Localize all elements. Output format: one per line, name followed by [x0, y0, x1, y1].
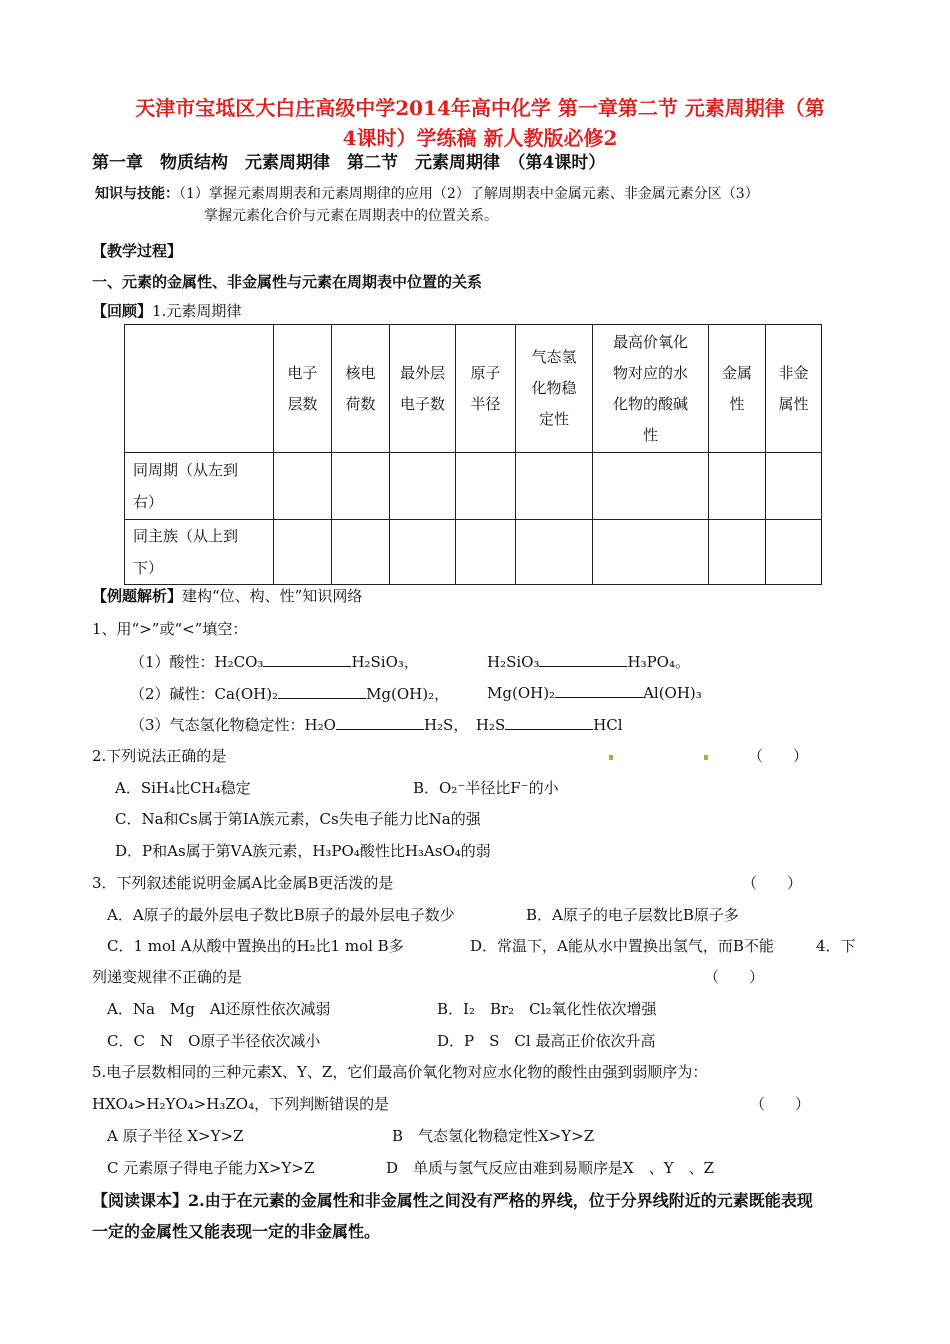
- header-nuclear-charge: 核电 荷数: [332, 325, 390, 453]
- table-cell: [456, 453, 516, 520]
- stray-mark: [609, 755, 613, 760]
- example-analysis-label: 【例题解析】: [92, 587, 183, 605]
- reading-text-1: 2.由于在元素的金属性和非金属性之间没有严格的界线，位于分界线附近的元素既能表现: [188, 1191, 813, 1210]
- table-cell: [516, 520, 593, 585]
- q2-stem: 2.下列说法正确的是: [92, 747, 227, 765]
- answer-blank[interactable]: [336, 715, 424, 730]
- reading-line-1: [92, 1188, 813, 1211]
- q1-stem: 1、用“>”或“<”填空：: [92, 620, 248, 638]
- answer-blank[interactable]: [505, 715, 593, 730]
- review-line: [92, 300, 241, 321]
- q3-option-b: B．A原子的电子层数比B原子多: [526, 906, 739, 924]
- stray-mark: [704, 755, 708, 760]
- table-cell: [390, 453, 456, 520]
- knowledge-label: 知识与技能：: [95, 186, 179, 202]
- header-electron-shells: 电子 层数: [274, 325, 332, 453]
- knowledge-line-1: [95, 183, 759, 203]
- table-header-row: [125, 325, 822, 453]
- q3-option-a: A．A原子的最外层电子数比B原子的最外层电子数少: [107, 906, 455, 924]
- knowledge-line-2: 掌握元素化合价与元素在周期表中的位置关系。: [204, 208, 498, 224]
- table-cell: [274, 520, 332, 585]
- q4-number: 4．下: [816, 937, 856, 955]
- q2-answer-paren: （ ）: [748, 747, 809, 765]
- q5-option-b: B 气态氢化物稳定性X>Y>Z: [392, 1127, 595, 1145]
- q2-option-b: B．O₂⁻半径比F⁻的小: [413, 779, 559, 797]
- header-atomic-radius: 原子 半径: [456, 325, 516, 453]
- periodic-law-table: [124, 324, 822, 585]
- answer-blank[interactable]: [278, 684, 366, 699]
- q4-option-c: C．C N O原子半径依次减小: [107, 1032, 321, 1050]
- q1-part2-right: Mg(OH)₂ Al(OH)₃: [487, 684, 702, 702]
- header-hydride-stability: 气态氢 化物稳 定性: [516, 325, 593, 453]
- q4-answer-paren: （ ）: [704, 968, 765, 986]
- reading-label: 【阅读课本】: [92, 1191, 189, 1210]
- table-cell: [766, 453, 822, 520]
- reading-line-2: 一定的金属性又能表现一定的非金属性。: [92, 1222, 381, 1241]
- q3-option-d: D．常温下，A能从水中置换出氢气，而B不能: [470, 937, 774, 955]
- q1-part2-left: （2）碱性：Ca(OH)₂ Mg(OH)₂，: [130, 685, 450, 703]
- example-analysis-text: 建构“位、构、性”知识网络: [182, 587, 363, 605]
- q5-stem-1: 5.电子层数相同的三种元素X、Y、Z，它们最高价氧化物对应水化物的酸性由强到弱顺序为：: [92, 1063, 708, 1081]
- q4-option-b: B．I₂ Br₂ Cl₂氧化性依次增强: [437, 1000, 657, 1018]
- q5-answer-paren: （ ）: [750, 1095, 811, 1113]
- table-cell: [516, 453, 593, 520]
- q1-part1-right: H₂SiO₃ H₃PO₄。: [487, 653, 690, 671]
- q2-option-d: D．P和As属于第ⅤA族元素，H₃PO₄酸性比H₃AsO₄的弱: [115, 842, 491, 860]
- table-cell: [593, 520, 709, 585]
- teaching-process-heading: 【教学过程】: [92, 242, 183, 260]
- table-row-same-period: [125, 453, 822, 520]
- table-corner-cell: [125, 325, 274, 453]
- table-cell: [709, 453, 766, 520]
- q4-option-d: D．P S Cl 最高正价依次升高: [437, 1032, 656, 1050]
- row-label-same-period: 同周期（从左到 右）: [125, 453, 274, 520]
- section-1-heading: 一、元素的金属性、非金属性与元素在周期表中位置的关系: [92, 273, 483, 291]
- review-text: 1.元素周期律: [152, 302, 242, 320]
- table-cell: [766, 520, 822, 585]
- chapter-header: 第一章 物质结构 元素周期律 第二节 元素周期律 （第4课时）: [92, 153, 606, 173]
- table-cell: [332, 453, 390, 520]
- row-label-same-group: 同主族（从上到 下）: [125, 520, 274, 585]
- table-cell: [274, 453, 332, 520]
- table-cell: [390, 520, 456, 585]
- header-nonmetallicity: 非金 属性: [766, 325, 822, 453]
- answer-blank[interactable]: [555, 683, 643, 698]
- q5-option-c: C 元素原子得电子能力X>Y>Z: [107, 1159, 315, 1177]
- table-cell: [456, 520, 516, 585]
- header-oxide-hydrate-acidity: 最高价氧化 物对应的水 化物的酸碱 性: [593, 325, 709, 453]
- table-cell: [332, 520, 390, 585]
- table-cell: [593, 453, 709, 520]
- header-metallicity: 金属 性: [709, 325, 766, 453]
- table-row-same-group: [125, 520, 822, 585]
- knowledge-text-1: （1）掌握元素周期表和元素周期律的应用（2）了解周期表中金属元素、非金属元素分区（3）: [179, 186, 759, 202]
- review-label: 【回顾】: [92, 302, 153, 320]
- answer-blank[interactable]: [539, 652, 627, 667]
- table-cell: [709, 520, 766, 585]
- q5-option-d: D 单质与氢气反应由难到易顺序是X 、Y 、Z: [386, 1159, 715, 1177]
- q5-option-a: A 原子半径 X>Y>Z: [107, 1127, 244, 1145]
- q2-option-a: A．SiH₄比CH₄稳定: [115, 779, 251, 797]
- title-line-1: 天津市宝坻区大白庄高级中学2014年高中化学 第一章第二节 元素周期律（第: [135, 96, 825, 120]
- q5-stem-2: HXO₄>H₂YO₄>H₃ZO₄，下列判断错误的是: [92, 1095, 390, 1113]
- q3-stem: 3．下列叙述能说明金属A比金属B更活泼的是: [92, 874, 394, 892]
- q1-part3: （3）气态氢化物稳定性：H₂O H₂S， H₂S HCl: [130, 716, 623, 734]
- q4-stem: 列递变规律不正确的是: [92, 968, 243, 986]
- q3-answer-paren: （ ）: [742, 874, 803, 892]
- q3-option-c: C．1 mol A从酸中置换出的H₂比1 mol B多: [107, 937, 404, 955]
- q4-option-a: A．Na Mg Al还原性依次减弱: [107, 1000, 331, 1018]
- header-outer-electrons: 最外层 电子数: [390, 325, 456, 453]
- q1-part1-left: （1）酸性：H₂CO₃ H₂SiO₃，: [130, 653, 419, 671]
- answer-blank[interactable]: [263, 652, 351, 667]
- document-title: [80, 93, 880, 153]
- title-line-2: 4课时）学练稿 新人教版必修2: [342, 126, 618, 150]
- example-analysis-line: [92, 585, 362, 606]
- q2-option-c: C．Na和Cs属于第ⅠA族元素，Cs失电子能力比Na的强: [115, 810, 481, 828]
